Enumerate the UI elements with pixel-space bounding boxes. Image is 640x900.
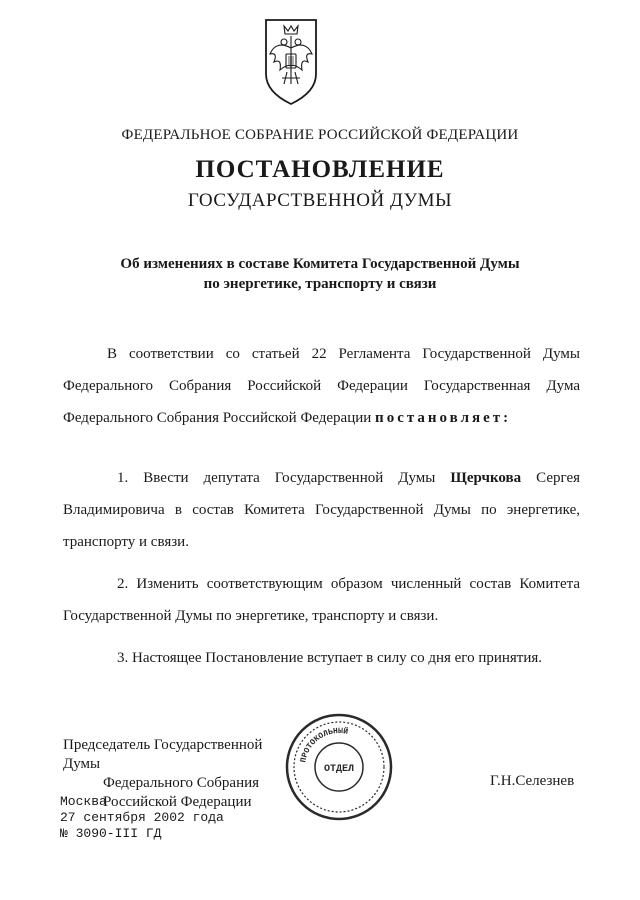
- item-1-text-b: Сергея: [521, 470, 580, 486]
- item-3-line-1: 3. Настоящее Постановление вступает в силу со дня его принятия.: [117, 650, 543, 666]
- subject-line-2: по энергетике, транспорту и связи: [203, 276, 437, 292]
- subject-line-1: Об изменениях в составе Комитета Государственной Думы: [120, 256, 520, 272]
- item-2-line-2: Государственной Думы по энергетике, транспорту и связи.: [63, 608, 439, 624]
- footer-city: Москва: [60, 794, 107, 809]
- signatory-title-line-3: Российской Федерации: [103, 794, 252, 810]
- deputy-surname: Щерчкова: [450, 470, 522, 486]
- preamble-line-3-text: Федерального Собрания Российской Федерации: [63, 410, 376, 426]
- document-footer: [60, 794, 224, 842]
- preamble-line-3: [63, 402, 580, 434]
- stamp-ring-text: ПРОТОКОЛЬНЫЙ: [299, 726, 349, 764]
- signatory-name: Г.Н.Селезнев: [490, 773, 575, 789]
- footer-number: № 3090-III ГД: [60, 826, 162, 841]
- preamble-paragraph: [63, 338, 580, 434]
- protocol-department-stamp: [284, 712, 394, 822]
- item-2-paragraph: [63, 568, 580, 632]
- footer-date: 27 сентября 2002 года: [60, 810, 224, 825]
- document-title: ПОСТАНОВЛЕНИЕ: [195, 156, 445, 183]
- coat-of-arms-emblem: [262, 14, 320, 106]
- document-subtitle: ГОСУДАРСТВЕННОЙ ДУМЫ: [187, 190, 453, 211]
- stamp-center-text: ОТДЕЛ: [323, 764, 355, 775]
- item-1-paragraph: [63, 462, 580, 558]
- item-3-paragraph: [63, 642, 580, 674]
- organization-name: ФЕДЕРАЛЬНОЕ СОБРАНИЕ РОССИЙСКОЙ ФЕДЕРАЦИИ: [121, 127, 519, 143]
- document-subject: [100, 254, 540, 294]
- item-1-text-a: 1. Ввести депутата Государственной Думы: [117, 470, 451, 486]
- item-1-line-2: Владимировича в состав Комитета Государственной Думы по энергетике,: [63, 502, 580, 518]
- signatory-title-line-2: Федерального Собрания: [103, 775, 260, 791]
- decree-word: постановляет:: [375, 410, 512, 426]
- item-2-line-1: 2. Изменить соответствующим образом численный состав Комитета: [117, 576, 580, 592]
- signatory-title-line-1: Председатель Государственной Думы: [63, 737, 263, 772]
- item-1-line-1: [63, 462, 580, 494]
- item-1-line-3: транспорту и связи.: [63, 534, 189, 550]
- preamble-line-2: Федерального Собрания Российской Федерации Государственная Дума: [63, 378, 580, 394]
- preamble-line-1: В соответствии со статьей 22 Регламента Государственной Думы: [107, 346, 580, 362]
